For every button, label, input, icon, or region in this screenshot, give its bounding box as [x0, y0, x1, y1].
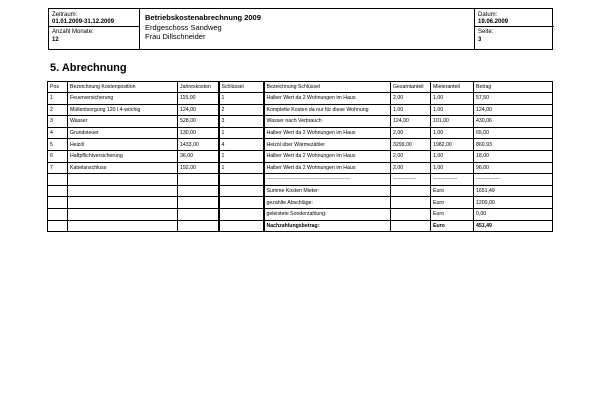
date-label: Datum:: [478, 12, 498, 18]
table-cell: ----------------: [474, 174, 553, 186]
table-cell: Heizöl über Wärmezähler: [264, 139, 391, 151]
table-cell: Müllentsorgung 120 l 4-wöchig: [68, 104, 178, 116]
billing-table: [47, 81, 553, 232]
date-value: 19.06.2009: [478, 19, 509, 25]
table-cell: Kabelanschluss: [68, 162, 178, 174]
summary-row: [48, 220, 553, 232]
table-cell: Summe Kosten Mieter:: [264, 185, 391, 197]
table-cell: 1,00: [431, 127, 474, 139]
table-cell: 4: [219, 139, 264, 151]
table-cell: Halber Wert da 2 Wohnungen im Haus: [264, 127, 391, 139]
summary-row: [48, 185, 553, 197]
table-cell: 4: [48, 127, 68, 139]
column-header: Bezeichnung Schlüssel: [264, 82, 391, 93]
months-label: Anzahl Monate:: [52, 29, 94, 35]
table-cell: Haftpflichtversicherung: [68, 150, 178, 162]
table-cell: [68, 220, 178, 232]
header-divider: [474, 26, 554, 27]
table-cell: 2,00: [391, 93, 431, 105]
table-cell: 451,49: [474, 220, 553, 232]
table-cell: 1,00: [431, 150, 474, 162]
table-row: [48, 139, 553, 151]
column-header: Betrag: [474, 82, 553, 93]
table-cell: 1,00: [391, 104, 431, 116]
column-header: Jahreskosten: [178, 82, 219, 93]
table-cell: ----------------: [431, 174, 474, 186]
table-row: [48, 104, 553, 116]
table-cell: [391, 197, 431, 209]
table-cell: Wasser nach Verbrauch: [264, 116, 391, 128]
table-cell: ---------------: [391, 174, 431, 186]
column-header: Pos: [48, 82, 68, 93]
page-label: Seite:: [478, 29, 494, 35]
table-cell: [48, 174, 68, 186]
table-cell: 6: [48, 150, 68, 162]
table-cell: [48, 197, 68, 209]
column-header: Mieteranteil: [431, 82, 474, 93]
table-cell: [219, 197, 264, 209]
table-cell: 1651,49: [474, 185, 553, 197]
table-cell: 3: [48, 116, 68, 128]
table-cell: [219, 174, 264, 186]
table-cell: 2: [48, 104, 68, 116]
header-divider: [474, 9, 475, 49]
table-row: [48, 93, 553, 105]
table-cell: Halber Wert da 2 Wohnungen im Haus: [264, 93, 391, 105]
summary-row: [48, 208, 553, 220]
table-cell: [48, 208, 68, 220]
period-label: Zeitraum:: [52, 12, 78, 18]
table-cell: [178, 185, 219, 197]
table-row: [48, 150, 553, 162]
table-cell: [391, 208, 431, 220]
table-cell: 130,00: [178, 127, 219, 139]
table-cell: [391, 185, 431, 197]
table-cell: Euro: [431, 208, 474, 220]
table-cell: 3: [219, 116, 264, 128]
table-cell: 101,00: [431, 116, 474, 128]
table-cell: 36,00: [178, 150, 219, 162]
summary-row: [48, 197, 553, 209]
table-cell: Wasser: [68, 116, 178, 128]
table-cell: 1: [219, 127, 264, 139]
table-cell: [48, 220, 68, 232]
table-cell: Halber Wert da 2 Wohnungen im Haus: [264, 162, 391, 174]
table-cell: 124,00: [391, 116, 431, 128]
table-cell: 1: [219, 162, 264, 174]
table-cell: [219, 208, 264, 220]
table-cell: 1: [48, 93, 68, 105]
table-cell: 192,00: [178, 162, 219, 174]
table-cell: 115,00: [178, 93, 219, 105]
table-cell: 1982,00: [431, 139, 474, 151]
location-text: Erdgeschoss Sandweg: [145, 23, 222, 32]
period-value: 01.01.2009-31.12.2009: [52, 19, 115, 25]
table-cell: [219, 220, 264, 232]
table-cell: 96,00: [474, 162, 553, 174]
table-row: [48, 127, 553, 139]
table-cell: [391, 220, 431, 232]
table-cell: 1,00: [431, 104, 474, 116]
table-cell: 1200,00: [474, 197, 553, 209]
months-value: 12: [52, 37, 59, 43]
table-cell: 124,00: [178, 104, 219, 116]
table-cell: 2,00: [391, 162, 431, 174]
table-cell: Euro: [431, 197, 474, 209]
table-row: [48, 162, 553, 174]
table-cell: Komplette Kosten da nur für diese Wohnung: [264, 104, 391, 116]
header-divider: [49, 26, 139, 27]
table-cell: [68, 174, 178, 186]
table-cell: 18,00: [474, 150, 553, 162]
column-header: Gesamtanteil: [391, 82, 431, 93]
table-row: [48, 116, 553, 128]
table-cell: [219, 185, 264, 197]
table-cell: 2,00: [391, 150, 431, 162]
table-cell: 124,00: [474, 104, 553, 116]
table-cell: Grundsteuer: [68, 127, 178, 139]
table-cell: --------------------------------------------------------: [264, 174, 391, 186]
table-cell: 1: [219, 150, 264, 162]
table-cell: [68, 185, 178, 197]
table-cell: Feuerversicherung: [68, 93, 178, 105]
table-cell: [178, 197, 219, 209]
table-cell: 5: [48, 139, 68, 151]
table-cell: 1,00: [431, 93, 474, 105]
table-cell: 57,50: [474, 93, 553, 105]
table-header-row: [48, 82, 553, 93]
tenant-name: Frau Dillschneider: [145, 32, 206, 41]
table-cell: Halber Wert da 2 Wohnungen im Haus: [264, 150, 391, 162]
table-cell: 528,00: [178, 116, 219, 128]
table-cell: 7: [48, 162, 68, 174]
table-cell: 2: [219, 104, 264, 116]
table-cell: 1433,00: [178, 139, 219, 151]
table-cell: 0,00: [474, 208, 553, 220]
separator-row: [48, 174, 553, 186]
table-cell: Euro: [431, 185, 474, 197]
table-cell: Heizöl: [68, 139, 178, 151]
table-cell: [68, 197, 178, 209]
table-cell: 1: [219, 93, 264, 105]
table-cell: 3299,00: [391, 139, 431, 151]
section-title: 5. Abrechnung: [50, 62, 127, 74]
table-cell: [178, 220, 219, 232]
table-cell: [68, 208, 178, 220]
table-cell: 430,06: [474, 116, 553, 128]
table-cell: Euro: [431, 220, 474, 232]
document-title: Betriebskostenabrechnung 2009: [145, 13, 261, 22]
table-cell: Nachzahlungsbetrag:: [264, 220, 391, 232]
table-cell: 1,00: [431, 162, 474, 174]
table-cell: [178, 208, 219, 220]
document-header: [48, 8, 553, 50]
table-cell: [178, 174, 219, 186]
page-value: 3: [478, 37, 482, 43]
table-cell: [48, 185, 68, 197]
column-header: Bezeichnung Kostenposition: [68, 82, 178, 93]
table-cell: gezahlte Abschläge:: [264, 197, 391, 209]
table-cell: 65,00: [474, 127, 553, 139]
table-cell: geleistete Sonderzahlung:: [264, 208, 391, 220]
column-header: Schlüssel: [219, 82, 264, 93]
header-divider: [139, 9, 140, 49]
table-cell: 860,93: [474, 139, 553, 151]
table-cell: 2,00: [391, 127, 431, 139]
